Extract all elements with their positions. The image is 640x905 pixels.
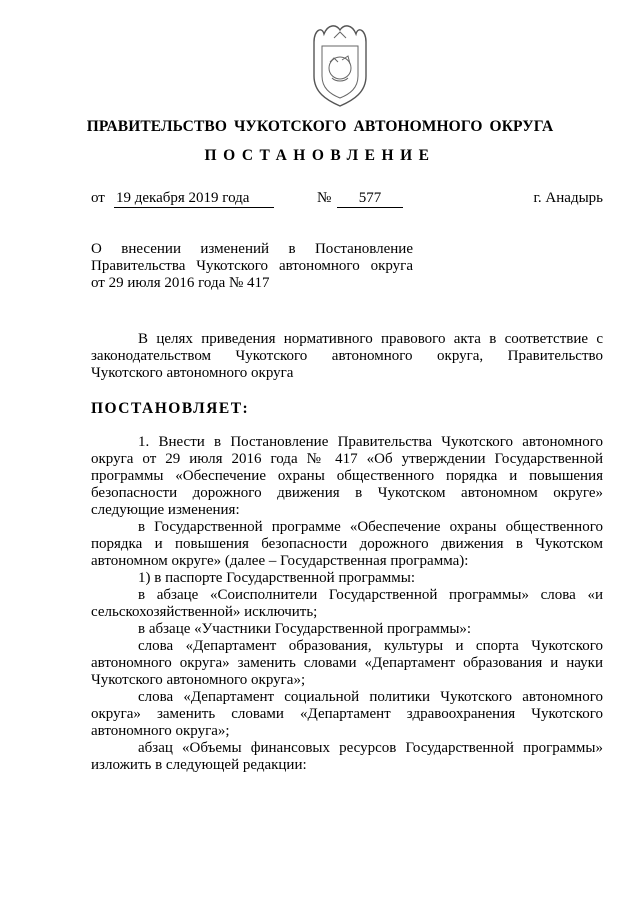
body-line: округа от 29 июля 2016 года № 417 «Об утверждении Государственной: [91, 451, 603, 467]
body-line: сельскохозяйственной» исключить;: [91, 604, 318, 620]
subject-line: Правительства Чукотского автономного округа: [91, 258, 413, 274]
preamble-line: законодательством Чукотского автономного округа, Правительство: [91, 348, 603, 364]
body-line: программы «Обеспечение охраны общественного порядка и повышения: [91, 468, 603, 484]
preamble: [91, 331, 603, 382]
decree-heading: ПОСТАНОВЛЯЕТ:: [91, 400, 250, 417]
coat-of-arms-icon: [304, 20, 376, 108]
body-line: порядка и повышения безопасности дорожного движения в Чукотском: [91, 536, 603, 552]
subject-line: О внесении изменений в Постановление: [91, 241, 413, 257]
body-line: следующие изменения:: [91, 502, 240, 518]
dateline: [91, 190, 603, 210]
number-label: №: [317, 190, 332, 206]
body-line: автономном округе» (далее – Государственная программа):: [91, 553, 469, 569]
city: г. Анадырь: [533, 190, 603, 206]
body-line: изложить в следующей редакции:: [91, 757, 307, 773]
body-line: в абзаце «Соисполнители Государственной программы» слова «и: [138, 587, 603, 603]
subject-line: от 29 июля 2016 года № 417: [91, 275, 270, 291]
preamble-line: В целях приведения нормативного правового акта в соответствие с: [138, 331, 603, 347]
document-body: [91, 434, 603, 774]
body-line: слова «Департамент социальной политики Чукотского автономного: [138, 689, 603, 705]
body-line: Чукотского автономного округа»;: [91, 672, 306, 688]
document-kind-title: ПОСТАНОВЛЕНИЕ: [204, 147, 436, 164]
body-line: автономного округа» заменить словами «Департамент образования и науки: [91, 655, 603, 671]
document-subject: [91, 241, 413, 292]
body-line: автономного округа»;: [91, 723, 230, 739]
preamble-line: Чукотского автономного округа: [91, 365, 294, 381]
body-line: 1) в паспорте Государственной программы:: [138, 570, 416, 586]
body-line: округа» заменить словами «Департамент здравоохранения Чукотского: [91, 706, 603, 722]
body-line: слова «Департамент образования, культуры и спорта Чукотского: [138, 638, 603, 654]
body-line: 1. Внести в Постановление Правительства Чукотского автономного: [138, 434, 603, 450]
body-line: в Государственной программе «Обеспечение охраны общественного: [138, 519, 603, 535]
body-line: в абзаце «Участники Государственной программы»:: [138, 621, 472, 637]
government-title: ПРАВИТЕЛЬСТВО ЧУКОТСКОГО АВТОНОМНОГО ОКРУГА: [86, 118, 554, 135]
document-number: 577: [337, 190, 403, 208]
date-from-label: от: [91, 190, 105, 206]
document-date: 19 декабря 2019 года: [114, 190, 274, 208]
body-line: безопасности дорожного движения в Чукотском автономном округе»: [91, 485, 603, 501]
body-line: абзац «Объемы финансовых ресурсов Государственной программы»: [138, 740, 603, 756]
